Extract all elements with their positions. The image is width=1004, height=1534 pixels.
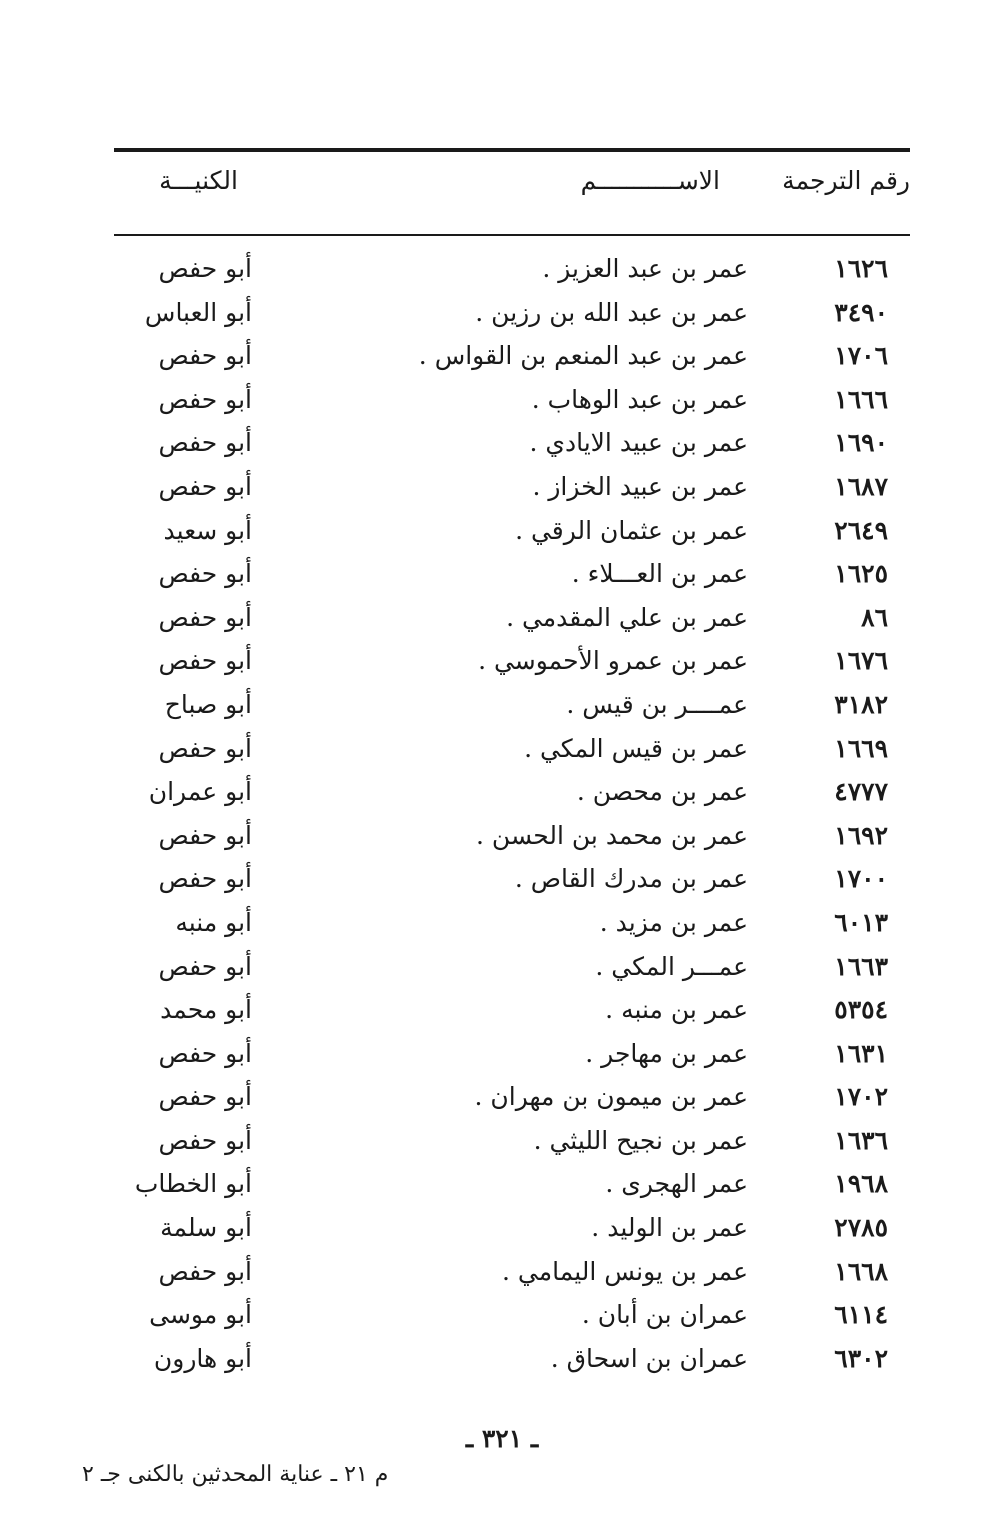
entry-name: عمران بن أبان . xyxy=(581,1300,748,1330)
table-row xyxy=(114,646,910,690)
entry-number: ١٦٦٨ xyxy=(834,1256,888,1286)
entry-kunya: أبو هارون xyxy=(153,1343,252,1373)
table-row xyxy=(114,821,910,865)
entry-number: ١٦٣٦ xyxy=(834,1125,888,1155)
table-body xyxy=(114,254,910,1387)
entry-kunya: أبو حفص xyxy=(158,951,252,981)
entry-name: عمر بن مدرك القاص . xyxy=(514,864,748,894)
entry-kunya: أبو حفص xyxy=(158,384,252,414)
header-kunya: الكنيـــة xyxy=(159,166,238,195)
entry-name: عمران بن اسحاق . xyxy=(550,1343,748,1373)
entry-number: ١٧٠٠ xyxy=(834,864,888,894)
entry-number: ١٦٢٥ xyxy=(834,559,888,589)
entry-number: ٦٣٠٢ xyxy=(834,1343,888,1373)
entry-name: عمر بن مهاجر . xyxy=(585,1038,748,1068)
entry-kunya: أبو صباح xyxy=(164,689,252,719)
entry-kunya: أبو حفص xyxy=(158,602,252,632)
header-rule xyxy=(114,234,910,236)
entry-number: ١٦٣١ xyxy=(834,1038,888,1068)
entry-kunya: أبو حفص xyxy=(158,1256,252,1286)
entry-name: عمر بن الوليد . xyxy=(591,1213,748,1243)
entry-name: عمر بن منبه . xyxy=(605,995,748,1025)
entry-name: عمر بن العـــلاء . xyxy=(571,559,748,589)
table-row xyxy=(114,385,910,429)
table-row xyxy=(114,298,910,342)
entry-number: ١٩٦٨ xyxy=(834,1169,888,1199)
table-row xyxy=(114,1213,910,1257)
entry-name: عمر بن عبد المنعم بن القواس . xyxy=(418,341,748,371)
entry-name: عمر بن عبد الوهاب . xyxy=(531,384,748,414)
entry-number: ١٦٩٠ xyxy=(834,428,888,458)
entry-name: عمر بن محمد بن الحسن . xyxy=(476,820,748,850)
entry-number: ٨٦ xyxy=(861,602,888,632)
table-header xyxy=(114,166,910,206)
entry-kunya: أبو العباس xyxy=(144,297,252,327)
entry-number: ٢٦٤٩ xyxy=(834,515,888,545)
table-row xyxy=(114,428,910,472)
table-row xyxy=(114,777,910,821)
entry-kunya: أبو محمد xyxy=(160,995,252,1025)
entry-name: عمر بن عمرو الأحموسي . xyxy=(478,646,748,676)
entry-name: عمر بن عبد الله بن رزين . xyxy=(475,297,748,327)
entry-number: ١٦٢٦ xyxy=(834,254,888,283)
table-row xyxy=(114,1257,910,1301)
entry-kunya: أبو حفص xyxy=(158,471,252,501)
entry-number: ١٦٦٣ xyxy=(834,951,888,981)
table-row xyxy=(114,908,910,952)
entry-name: عمر بن يونس اليمامي . xyxy=(502,1256,748,1286)
entry-kunya: أبو عمران xyxy=(148,777,252,807)
table-row xyxy=(114,1082,910,1126)
entry-kunya: أبو حفص xyxy=(158,341,252,371)
table-row xyxy=(114,516,910,560)
entry-kunya: أبو الخطاب xyxy=(134,1169,252,1199)
entry-name: عمر بن عبد العزيز . xyxy=(542,254,748,283)
entry-kunya: أبو حفص xyxy=(158,254,252,283)
entry-name: عمر بن عبيد الخزاز . xyxy=(532,471,748,501)
entry-number: ١٧٠٢ xyxy=(834,1082,888,1112)
entry-number: ١٧٠٦ xyxy=(834,341,888,371)
entry-kunya: أبو سلمة xyxy=(160,1213,252,1243)
table-row xyxy=(114,254,910,298)
table-row xyxy=(114,734,910,778)
entry-number: ١٦٩٢ xyxy=(834,820,888,850)
entry-kunya: أبو حفص xyxy=(158,864,252,894)
entry-kunya: أبو حفص xyxy=(158,646,252,676)
entry-name: عمــــر بن قيس . xyxy=(566,689,748,719)
entry-name: عمر بن قيس المكي . xyxy=(524,733,748,763)
header-name: الاســـــــــــم xyxy=(580,166,720,195)
entry-number: ٢٧٨٥ xyxy=(834,1213,888,1243)
entry-kunya: أبو حفص xyxy=(158,820,252,850)
top-rule xyxy=(114,148,910,152)
entry-name: عمر بن عبيد الايادي . xyxy=(529,428,748,458)
entry-name: عمر الهجرى . xyxy=(605,1169,748,1199)
entry-name: عمـــر المكي . xyxy=(595,951,748,981)
footer-note: م ٢١ ـ عناية المحدثين بالكنى جـ ٢ xyxy=(82,1462,389,1487)
table-row xyxy=(114,690,910,734)
entry-kunya: أبو حفص xyxy=(158,559,252,589)
entry-number: ٥٣٥٤ xyxy=(834,995,888,1025)
entry-kunya: أبو سعيد xyxy=(163,515,252,545)
entry-number: ١٦٧٦ xyxy=(834,646,888,676)
table-row xyxy=(114,1300,910,1344)
header-number: رقم الترجمة xyxy=(782,166,910,195)
entry-name: عمر بن علي المقدمي . xyxy=(506,602,748,632)
entry-kunya: أبو موسى xyxy=(149,1300,252,1330)
entry-number: ٤٧٧٧ xyxy=(834,777,888,807)
table-row xyxy=(114,1344,910,1388)
entry-kunya: أبو حفص xyxy=(158,1038,252,1068)
entry-number: ٣١٨٢ xyxy=(834,689,888,719)
table-row xyxy=(114,1169,910,1213)
entry-kunya: أبو حفص xyxy=(158,1125,252,1155)
table-row xyxy=(114,559,910,603)
table-row xyxy=(114,995,910,1039)
table-row xyxy=(114,341,910,385)
page-number: ـ ٣٢١ ـ xyxy=(465,1424,539,1453)
table-row xyxy=(114,952,910,996)
entry-number: ١٦٨٧ xyxy=(834,471,888,501)
entry-number: ٣٤٩٠ xyxy=(834,297,888,327)
entry-kunya: أبو حفص xyxy=(158,1082,252,1112)
entry-number: ١٦٦٦ xyxy=(834,384,888,414)
table-row xyxy=(114,1039,910,1083)
entry-name: عمر بن عثمان الرقي . xyxy=(515,515,748,545)
table-row xyxy=(114,603,910,647)
entry-name: عمر بن مزيد . xyxy=(599,907,748,937)
entry-number: ٦١١٤ xyxy=(834,1300,888,1330)
table-row xyxy=(114,864,910,908)
entry-name: عمر بن نجيح الليثي . xyxy=(533,1125,748,1155)
entry-name: عمر بن ميمون بن مهران . xyxy=(474,1082,748,1112)
entry-kunya: أبو حفص xyxy=(158,733,252,763)
entry-number: ٦٠١٣ xyxy=(834,907,888,937)
table-row xyxy=(114,1126,910,1170)
entry-name: عمر بن محصن . xyxy=(576,777,748,807)
entry-kunya: أبو منبه xyxy=(175,907,252,937)
entry-kunya: أبو حفص xyxy=(158,428,252,458)
table-row xyxy=(114,472,910,516)
entry-number: ١٦٦٩ xyxy=(834,733,888,763)
